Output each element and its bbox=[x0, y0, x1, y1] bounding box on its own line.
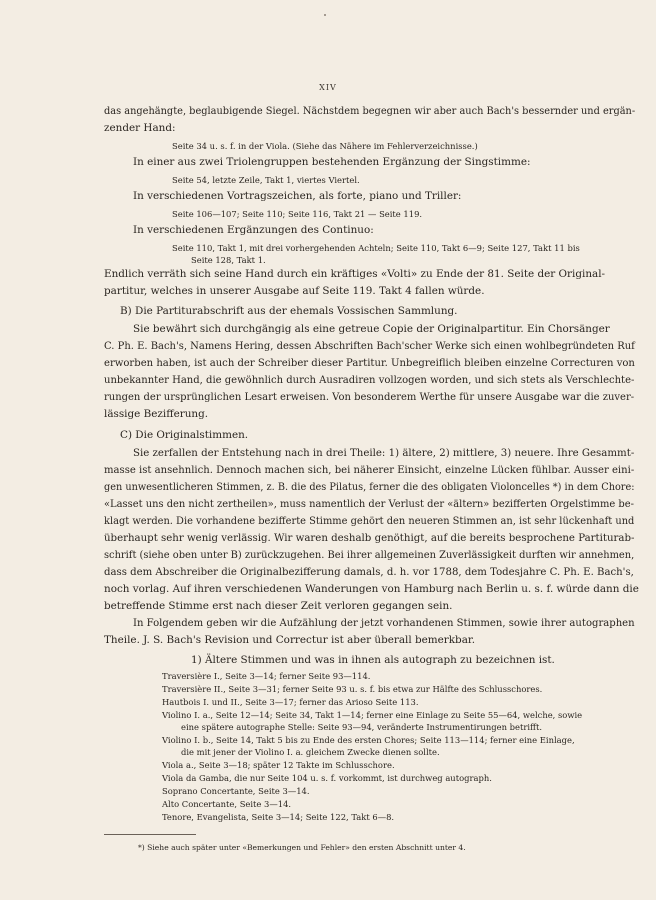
page-number: XIV bbox=[319, 83, 337, 92]
text-line: Endlich verräth sich seine Hand durch ein kräftiges «Volti» zu Ende der 81. Seite der Original- bbox=[104, 268, 606, 280]
list-heading: 1) Ältere Stimmen und was in ihnen als autograph zu bezeichnen ist. bbox=[191, 654, 555, 666]
text-line: noch vorlag. Auf ihren verschiedenen Wanderungen von Hamburg nach Berlin u. s. f. würde dann die bbox=[104, 583, 639, 595]
text-line: «Lasset uns den nicht zertheilen», muss namentlich der Verlust der «ältern» bezifferten Orgelstimme be- bbox=[104, 499, 634, 510]
text-line: In verschiedenen Vortragszeichen, als forte, piano und Triller: bbox=[133, 190, 462, 202]
part-list-item: Hautbois I. und II., Seite 3—17; ferner das Arioso Seite 113. bbox=[162, 697, 419, 707]
text-line: überhaupt sehr wenig verlässig. Wir waren deshalb genöthigt, auf die bereits besprochene Partiturab- bbox=[104, 533, 635, 544]
text-line: das angehängte, beglaubigende Siegel. Nächstdem begegnen wir aber auch Bach's bessernder und ergän- bbox=[104, 106, 636, 117]
text-line: klagt werden. Die vorhandene bezifferte Stimme gehört den neueren Stimmen an, ist sehr lückenhaft und bbox=[104, 516, 635, 527]
text-line: C. Ph. E. Bach's, Namens Hering, dessen Abschriften Bach'scher Werke sich einen wohlbegründeten Ruf bbox=[104, 341, 635, 352]
part-list-item: Traversière II., Seite 3—31; ferner Seite 93 u. s. f. bis etwa zur Hälfte des Schlusschores. bbox=[162, 684, 543, 694]
reference-line: Seite 128, Takt 1. bbox=[191, 255, 266, 265]
text-line: lässige Bezifferung. bbox=[104, 408, 209, 420]
paper-speck bbox=[324, 14, 326, 16]
text-line: gen unwesentlicheren Stimmen, z. B. die des Pilatus, ferner die des obligaten Violoncelles *) in dem Chore: bbox=[104, 482, 635, 493]
text-line: dass dem Abschreiber die Originalbezifferung damals, d. h. vor 1788, dem Todesjahre C. Ph. E. Bach's, bbox=[104, 567, 634, 578]
part-list-item: Traversière I., Seite 3—14; ferner Seite 93—114. bbox=[162, 671, 371, 681]
reference-line: Seite 34 u. s. f. in der Viola. (Siehe das Nähere im Fehlerverzeichnisse.) bbox=[172, 141, 478, 151]
text-line: schrift (siehe oben unter B) zurückzugehen. Bei ihrer allgemeinen Zuverlässigkeit durften wir annehmen, bbox=[104, 550, 635, 561]
part-list-item-continued: eine spätere autographe Stelle: Seite 93—94, veränderte Instrumentirungen betrifft. bbox=[181, 722, 542, 732]
text-line: zender Hand: bbox=[104, 122, 176, 134]
text-line: In einer aus zwei Triolengruppen bestehenden Ergänzung der Singstimme: bbox=[133, 156, 531, 168]
part-list-item: Viola da Gamba, die nur Seite 104 u. s. f. vorkommt, ist durchweg autograph. bbox=[162, 773, 492, 783]
text-line: betreffende Stimme erst nach dieser Zeit verloren gegangen sein. bbox=[104, 600, 453, 612]
text-line: Sie bewährt sich durchgängig als eine getreue Copie der Originalpartitur. Ein Chorsänger bbox=[133, 323, 610, 335]
text-line: erworben haben, ist auch der Schreiber dieser Partitur. Unbegreiflich bleiben einzelne Correcturen von bbox=[104, 358, 635, 369]
part-list-item: Alto Concertante, Seite 3—14. bbox=[162, 799, 292, 809]
reference-line: Seite 110, Takt 1, mit drei vorhergehenden Achteln; Seite 110, Takt 6—9; Seite 127, Takt 11 bis bbox=[172, 243, 580, 253]
reference-line: Seite 54, letzte Zeile, Takt 1, viertes Viertel. bbox=[172, 175, 360, 185]
section-heading: B) Die Partiturabschrift aus der ehemals Vossischen Sammlung. bbox=[120, 305, 458, 317]
part-list-item-continued: die mit jener der Violino I. a. gleichem Zwecke dienen sollte. bbox=[181, 747, 440, 757]
text-line: rungen der ursprünglichen Lesart erweisen. Von besonderem Werthe für unsere Ausgabe war die zuver- bbox=[104, 392, 635, 403]
footnote-rule bbox=[104, 834, 196, 835]
text-line: In Folgendem geben wir die Aufzählung der jetzt vorhandenen Stimmen, sowie ihrer autographen bbox=[133, 618, 635, 629]
part-list-item: Soprano Concertante, Seite 3—14. bbox=[162, 786, 310, 796]
section-heading: C) Die Originalstimmen. bbox=[120, 429, 249, 441]
footnote: *) Siehe auch später unter «Bemerkungen und Fehler» den ersten Abschnitt unter 4. bbox=[138, 843, 466, 852]
text-line: masse ist ansehnlich. Dennoch machen sich, bei näherer Einsicht, einzelne Lücken fühlbar. Ausser eini- bbox=[104, 465, 635, 476]
part-list-item: Violino I. b., Seite 14, Takt 5 bis zu Ende des ersten Chores; Seite 113—114; ferner eine Einlage, bbox=[162, 735, 575, 745]
text-line: unbekannter Hand, die gewöhnlich durch Ausradiren vollzogen worden, und sich stets als Verschlechte- bbox=[104, 375, 635, 386]
part-list-item: Tenore, Evangelista, Seite 3—14; Seite 122, Takt 6—8. bbox=[162, 812, 395, 822]
part-list-item: Violino I. a., Seite 12—14; Seite 34, Takt 1—14; ferner eine Einlage zu Seite 55—64, welche, sowie bbox=[162, 710, 583, 720]
text-line: Theile. J. S. Bach's Revision und Correctur ist aber überall bemerkbar. bbox=[104, 634, 476, 646]
part-list-item: Viola a., Seite 3—18; später 12 Takte im Schlusschore. bbox=[162, 760, 395, 770]
text-line: partitur, welches in unserer Ausgabe auf Seite 119. Takt 4 fallen würde. bbox=[104, 285, 485, 297]
text-line: Sie zerfallen der Entstehung nach in drei Theile: 1) ältere, 2) mittlere, 3) neuere. Ihre Gesammt- bbox=[133, 448, 635, 459]
reference-line: Seite 106—107; Seite 110; Seite 116, Takt 21 — Seite 119. bbox=[172, 209, 423, 219]
text-line: In verschiedenen Ergänzungen des Continuo: bbox=[133, 224, 374, 236]
